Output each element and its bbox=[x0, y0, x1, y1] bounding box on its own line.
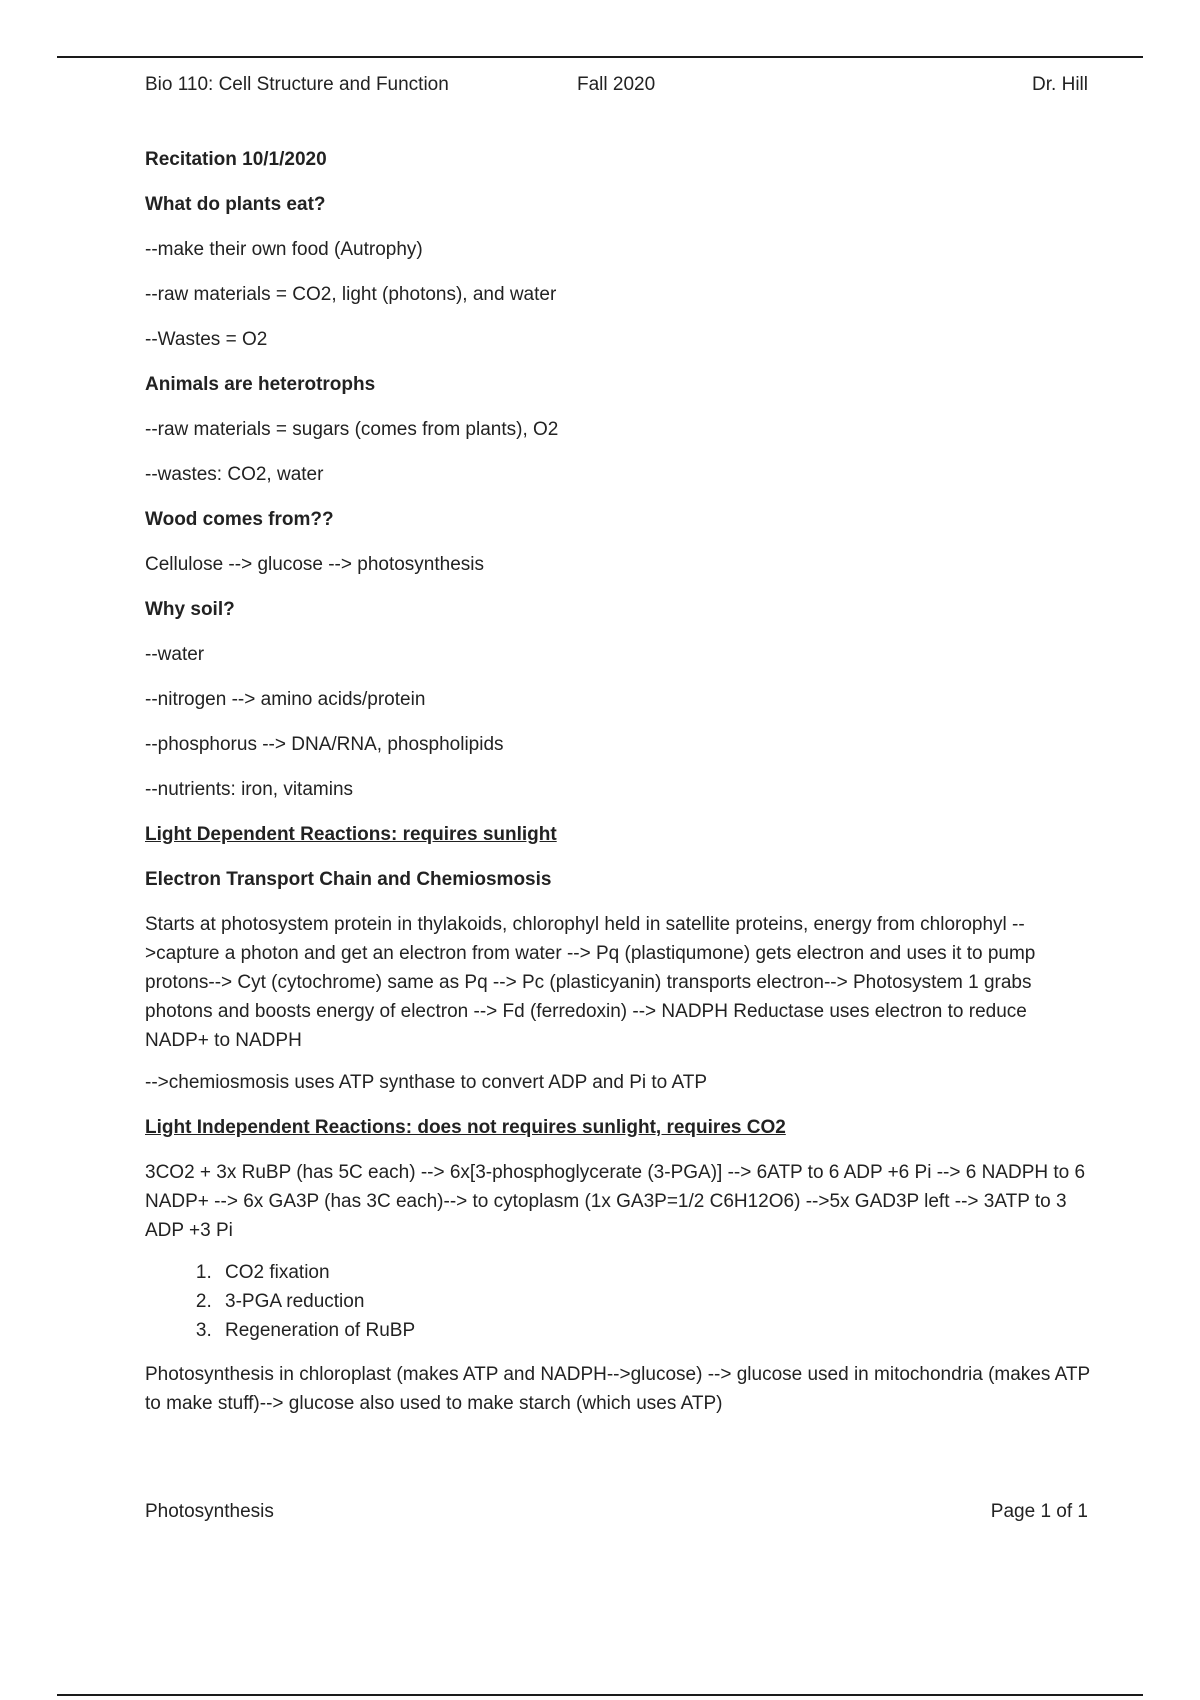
wood-text: Cellulose --> glucose --> photosynthesis bbox=[145, 554, 485, 575]
page-number: Page 1 of 1 bbox=[990, 1501, 1088, 1522]
animals-heading: Animals are heterotrophs bbox=[145, 374, 376, 395]
animals-item: --raw materials = sugars (comes from plants), O2 bbox=[145, 419, 559, 440]
term: Fall 2020 bbox=[577, 74, 656, 95]
plants-item: --Wastes = O2 bbox=[145, 329, 268, 350]
header-rule bbox=[57, 56, 1143, 58]
calvin-cycle-paragraph: 3CO2 + 3x RuBP (has 5C each) --> 6x[3-phosphoglycerate (3-PGA)] --> 6ATP to 6 ADP +6 Pi --> 6 NADPH to 6 NADP+ --> 6x GA3P (has 3C each)--> to cytoplasm (1x GA3P=1/2 C6H12O6) -->5x GAD3P left --> 3ATP to 3 ADP +3 Pi bbox=[145, 1162, 1086, 1241]
list-item: 2. 3-PGA reduction bbox=[217, 1287, 1090, 1316]
soil-heading: Why soil? bbox=[145, 599, 235, 620]
animals-item: --wastes: CO2, water bbox=[145, 464, 324, 485]
soil-item: --phosphorus --> DNA/RNA, phospholipids bbox=[145, 734, 504, 755]
soil-item: --water bbox=[145, 644, 205, 665]
soil-item: --nutrients: iron, vitamins bbox=[145, 779, 354, 800]
etc-paragraph: Starts at photosystem protein in thylakoids, chlorophyl held in satellite proteins, energy from chlorophyl -->capture a photon and get an electron from water --> Pq (plastiqumone) gets electron and uses it to pump protons--> Cyt (cytochrome) same as Pq --> Pc (plasticyanin) transports electron--> Photosystem 1 grabs photons and boosts energy of electron --> Fd (ferredoxin) --> NADPH Reductase uses electron to reduce NADP+ to NADPH bbox=[145, 914, 1036, 1051]
footer-rule bbox=[57, 1694, 1143, 1696]
plants-heading: What do plants eat? bbox=[145, 194, 326, 215]
summary-paragraph: Photosynthesis in chloroplast (makes ATP and NADPH-->glucose) --> glucose used in mitochondria (makes ATP to make stuff)--> glucose also used to make starch (which uses ATP) bbox=[145, 1364, 1090, 1414]
light-dependent-heading: Light Dependent Reactions: requires sunlight bbox=[145, 824, 557, 845]
wood-heading: Wood comes from?? bbox=[145, 509, 334, 530]
plants-item: --raw materials = CO2, light (photons), and water bbox=[145, 284, 557, 305]
plants-item: --make their own food (Autrophy) bbox=[145, 239, 423, 260]
chemiosmosis-text: -->chemiosmosis uses ATP synthase to convert ADP and Pi to ATP bbox=[145, 1072, 707, 1093]
list-item: 1. CO2 fixation bbox=[217, 1258, 1090, 1287]
footer-title: Photosynthesis bbox=[145, 1501, 274, 1522]
course-title: Bio 110: Cell Structure and Function bbox=[145, 74, 449, 95]
calvin-steps-list bbox=[145, 1258, 1090, 1345]
recitation-date: Recitation 10/1/2020 bbox=[145, 149, 327, 170]
list-item: 3. Regeneration of RuBP bbox=[217, 1316, 1090, 1345]
instructor: Dr. Hill bbox=[1032, 74, 1088, 95]
light-independent-heading: Light Independent Reactions: does not requires sunlight, requires CO2 bbox=[145, 1117, 786, 1138]
etc-heading: Electron Transport Chain and Chemiosmosis bbox=[145, 869, 552, 890]
document-body bbox=[145, 145, 1090, 1431]
page-header bbox=[145, 74, 1088, 100]
soil-item: --nitrogen --> amino acids/protein bbox=[145, 689, 426, 710]
